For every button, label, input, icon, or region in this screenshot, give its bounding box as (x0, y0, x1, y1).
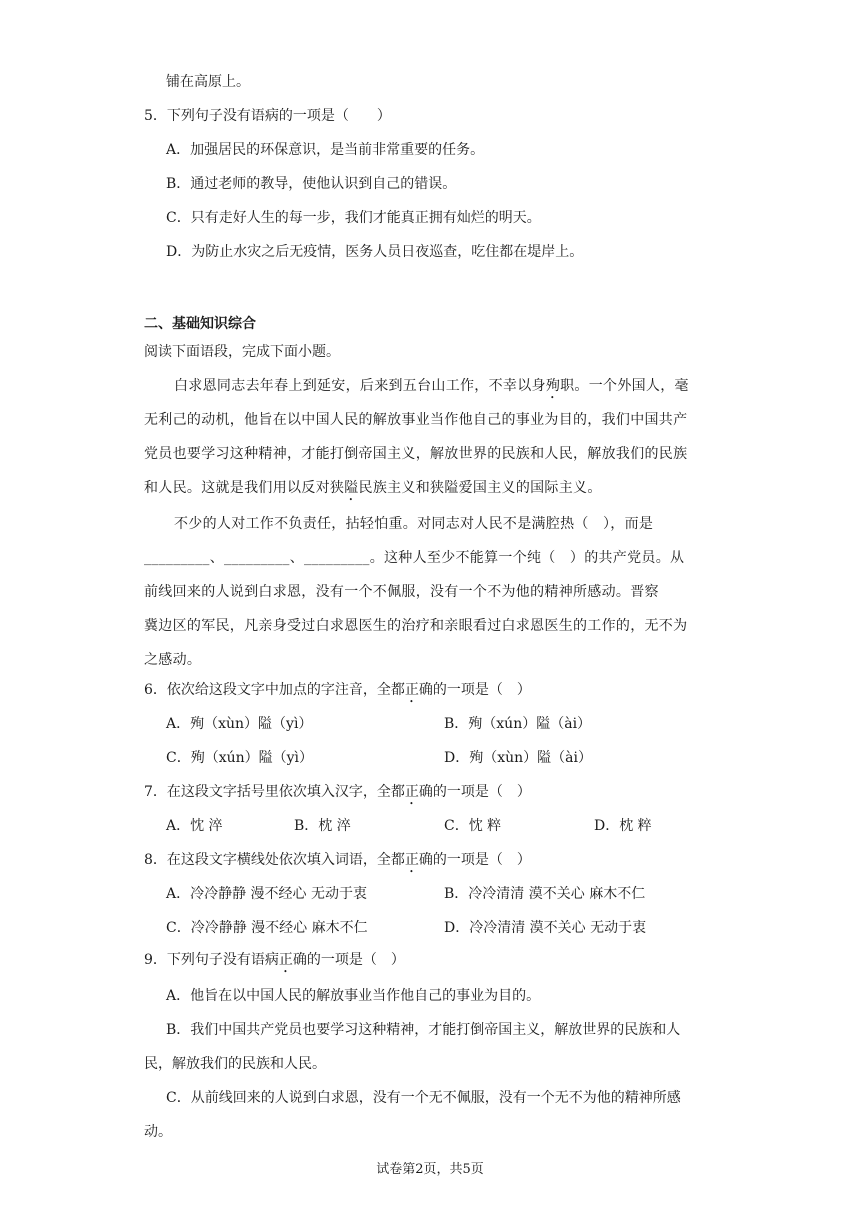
passage-p2-line-3: 前线回来的人说到白求恩，没有一个不佩服，没有一个不为他的精神所感动。晋察 (144, 584, 659, 600)
continued-text: 铺在高原上。 (166, 74, 250, 90)
q6-stem: 6．依次给这段文字中加点的字注音，全都正确的一项是（ ） (144, 682, 531, 698)
q8-option-c: C．冷冷静静 漫不经心 麻木不仁 (166, 920, 368, 936)
passage-p2-line-5: 之感动。 (144, 652, 202, 668)
q6-option-c: C．殉（xún）隘（yì） (166, 750, 314, 766)
q5-option-a: A．加强居民的环保意识，是当前非常重要的任务。 (166, 142, 485, 158)
passage-p1-line-1: 白求恩同志去年春上到延安，后来到五台山工作，不幸以身殉职。一个外国人，毫 (174, 378, 689, 394)
passage-p1-line-3: 党员也要学习这种精神，才能打倒帝国主义，解放世界的民族和人民，解放我们的民族 (144, 446, 688, 462)
passage-p2-line-1: 不少的人对工作不负责任，拈轻怕重。对同志对人民不是满腔热（ ），而是 (174, 516, 654, 532)
q8-option-b: B．冷冷清清 漠不关心 麻木不仁 (444, 886, 646, 902)
q9-option-a: A．他旨在以中国人民的解放事业当作他自己的事业为目的。 (166, 988, 541, 1004)
q9-option-c-line-2: 动。 (144, 1124, 172, 1140)
q7-option-d: D．枕 粹 (594, 818, 652, 834)
q8-option-a: A．冷冷静静 漫不经心 无动于衷 (166, 886, 368, 902)
q7-stem: 7．在这段文字括号里依次填入汉字，全都正确的一项是（ ） (144, 784, 531, 800)
q8-stem: 8．在这段文字横线处依次填入词语，全都正确的一项是（ ） (144, 852, 531, 868)
page-footer: 试卷第2页，共5页 (376, 1162, 484, 1177)
q5-option-c: C．只有走好人生的每一步，我们才能真正拥有灿烂的明天。 (166, 210, 541, 226)
q5-option-b: B．通过老师的教导，使他认识到自己的错误。 (166, 176, 457, 192)
passage-p1-line-4: 和人民。这就是我们用以反对狭隘民族主义和狭隘爱国主义的国际主义。 (144, 480, 602, 496)
dotted-char-xun: 殉 (545, 378, 561, 394)
dotted-char-ai: 隘 (344, 480, 359, 496)
q7-option-c: C．忱 粹 (444, 818, 502, 834)
q9-option-b-line-2: 民，解放我们的民族和人民。 (144, 1056, 326, 1072)
passage-p1-line-2: 无利己的动机，他旨在以中国人民的解放事业当作他自己的事业为目的，我们中国共产 (144, 412, 688, 428)
q6-option-a: A．殉（xùn）隘（yì） (166, 716, 313, 732)
q6-option-b: B．殉（xún）隘（ài） (444, 716, 592, 732)
q7-option-a: A．忱 淬 (166, 818, 223, 834)
q6-option-d: D．殉（xùn）隘（ài） (444, 750, 592, 766)
q5-stem: 5．下列句子没有语病的一项是（ ） (144, 108, 391, 124)
section-heading: 二、基础知识综合 (144, 316, 256, 332)
q9-option-c-line-1: C．从前线回来的人说到白求恩，没有一个无不佩服，没有一个无不为他的精神所感 (166, 1090, 681, 1106)
q8-option-d: D．冷冷清清 漠不关心 无动于衷 (444, 920, 647, 936)
passage-p2-line-2: _________、_________、_________。这种人至少不能算一个纯（ ）的共产党员。从 (144, 550, 685, 566)
passage-p2-line-4: 冀边区的军民，凡亲身受过白求恩医生的治疗和亲眼看过白求恩医生的工作的，无不为 (144, 618, 688, 634)
q5-option-d: D．为防止水灾之后无疫情，医务人员日夜巡查，吃住都在堤岸上。 (166, 244, 584, 260)
q9-stem: 9．下列句子没有语病正确的一项是（ ） (144, 952, 405, 968)
q9-option-b-line-1: B．我们中国共产党员也要学习这种精神，才能打倒帝国主义，解放世界的民族和人 (166, 1022, 681, 1038)
section-instruction: 阅读下面语段，完成下面小题。 (144, 344, 340, 360)
q7-option-b: B．枕 淬 (294, 818, 351, 834)
